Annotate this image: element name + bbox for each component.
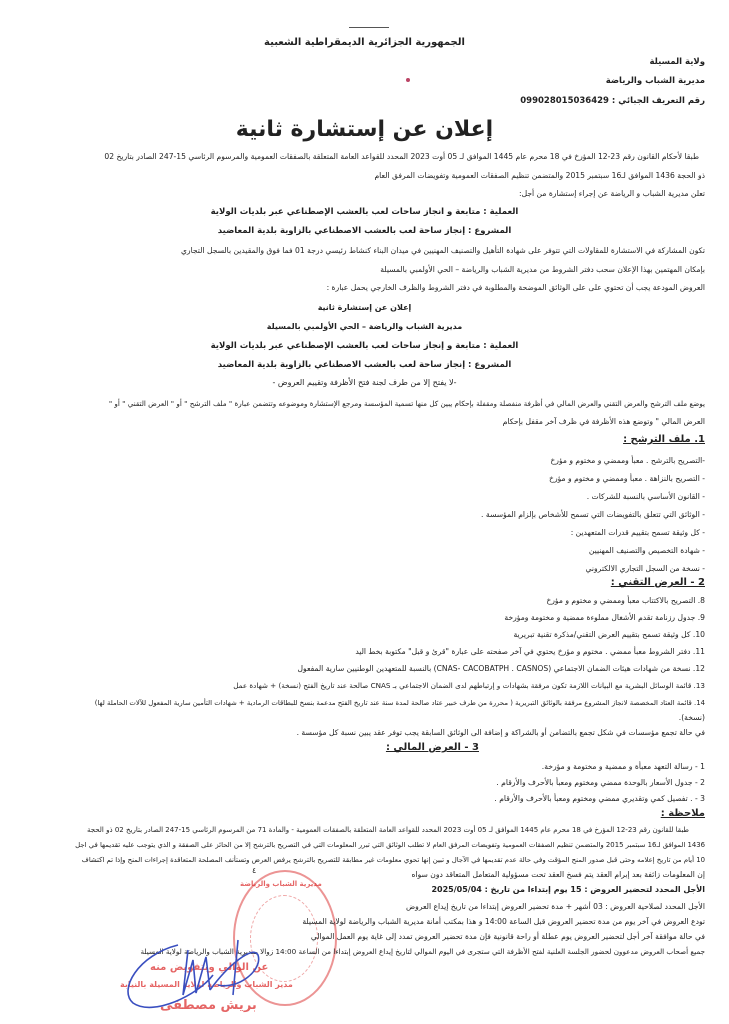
signature-line1: عن الوالي وبتفويض منه bbox=[150, 962, 269, 973]
section1-item: - شهادة التخصيص والتصنيف المهنيين bbox=[588, 546, 705, 555]
section2-title: 2 - العرض التقني : bbox=[610, 577, 705, 588]
signatory-name: بريش مصطفى bbox=[160, 998, 257, 1013]
deadline-validity: الأجل المحدد لصلاحية العروض : 03 أشهر + مدة تحضير العروض إبتداءا من تاريخ إيداع العروض bbox=[405, 902, 705, 911]
participation-line: تكون المشاركة في الاستشارة للمقاولات التي تتوفر على شهادة التأهيل والتصنيف المهنيين في ميدان البناء كنشاط رئيسي درجة 01 فما فوق والمقيدين بالسجل التجاري bbox=[180, 246, 705, 255]
page-title: إعلان عن إستشارة ثانية bbox=[235, 117, 494, 142]
section1-item: - كل وثيقة تسمح بتقييم قدرات المتعهدين : bbox=[570, 528, 705, 537]
section1-item: - القانون الأساسي بالنسبة للشركات . bbox=[586, 492, 705, 501]
stamp-text: مديرية الشباب والرياضة bbox=[240, 880, 322, 888]
signature-line2: مدير الشباب والرياضة لولاية المسيلة بالنيابة bbox=[120, 980, 293, 989]
handwritten-signature bbox=[118, 935, 268, 1015]
section2-item: (نسخة). bbox=[678, 713, 705, 722]
project-line: المشروع : إنجاز ساحة لعب بالعشب الاصطناعي بالزاوية بلدية المعاضيد bbox=[217, 226, 512, 236]
participation-line: العروض المودعة يجب أن تحتوي على على الوثائق الموضحة والمطلوبة في دفتر الشروط والظرف الخارجي يحمل عبارة : bbox=[326, 283, 705, 292]
section2-item: 13. قائمة الوسائل البشرية مع البيانات اللازمة تكون مرفقة بشهادات و إرتباطهم لدى الضمان الاجتماعي بـ CNAS صالحة عند تاريخ الفتح (نسخة) + شهادة عمل bbox=[233, 681, 705, 690]
section2-item: 12. نسخة من شهادات هيئات الضمان الاجتماعي (CNAS- CACOBATPH . CASNOS) بالنسبة للمتعهدين الوطنيين سارية المفعول bbox=[297, 664, 705, 673]
envelope-line: العملية : متابعة و إنجاز ساحات لعب بالعشب الإصطناعي عبر بلديات الولاية bbox=[210, 341, 519, 351]
section1-item: - الوثائق التي تتعلق بالتفويضات التي تسمح للأشخاص بإلزام المؤسسة . bbox=[481, 510, 705, 519]
section1-item: - التصريح بالنزاهة . معبأ وممضي و مختوم و مؤرخ bbox=[549, 474, 705, 483]
envelope-line: مديرية الشباب والرياضة – الحي الأولمبي بالمسيلة bbox=[266, 322, 463, 331]
group-note: في حالة تجمع مؤسسات في شكل تجمع بالتضامن أو بالشراكة و إضافة الى الوثائق السابقة يجب توفر عقد يبين نسبة كل مؤسسة . bbox=[296, 728, 705, 737]
header-rule bbox=[349, 27, 389, 28]
page-mark: ٤ bbox=[252, 866, 257, 875]
section3-item: 2 - جدول الأسعار بالوحدة ممضي ومختوم ومعبأ بالأحرف والأرقام . bbox=[496, 778, 705, 787]
section3-title: 3 - العرض المالي : bbox=[385, 742, 479, 753]
section3-item: 1 - رسالة التعهد معبأة و ممضية و مختومة و مؤرخة. bbox=[541, 762, 705, 771]
deadline-prep: الأجل المحدد لتحضير العروض : 15 يوم إبتداءا من تاريخ : 2025/05/04 bbox=[431, 885, 705, 894]
section1-item: -التصريح بالترشح . معبأ وممضي و مختوم و مؤرخ bbox=[550, 456, 705, 465]
deadline-deposit: تودع العروض في آخر يوم من مدة تحضير العروض قبل الساعة 14:00 و هذا بمكتب أمانة مديرية الشباب والرياضة لولاية المسيلة bbox=[302, 917, 705, 926]
note-title: ملاحظة : bbox=[660, 808, 705, 819]
directorate-label: مديرية الشباب والرياضة bbox=[605, 76, 705, 86]
envelope-note: يوضع ملف الترشح والعرض التقني والعرض المالي في أظرفة منفصلة ومقفلة بإحكام يبين كل منها تسمية المؤسسة ومرجع الإستشارة وموضوعه وتتضمن عبارة " ملف الترشح " أو " العرض التقني " أو " bbox=[108, 399, 705, 408]
deadline-opening: جميع أصحاب العروض مدعوون لحضور الجلسة العلنية لفتح الأظرفة التي ستجرى في اليوم الموالي لتاريخ إيداع العروض إبتداءا من الساعة 14:00 زوالا بمديرية الشباب والرياضة لولاية المسيلة bbox=[140, 947, 705, 956]
republic-heading: الجمهورية الجزائرية الديمقراطية الشعبية bbox=[264, 37, 465, 48]
envelope-line: إعلان عن إستشارة ثانية bbox=[317, 303, 412, 312]
note-line: 10 أيام من تاريخ إعلامه وحتى قبل صدور المنح المؤقت وفي حالة عدم تقديمها في الآجال و تبين إنها تحوي معلومات غير مطابقة للتصريح بالترشح يرفض العرض وتستأنف المصلحة المتعاقدة إجراءات المنح وإذا تم اكتشاف bbox=[81, 856, 705, 864]
operation-line: العملية : متابعة و انجاز ساحات لعب بالعشب الإصطناعي عبر بلديات الولاية bbox=[210, 207, 519, 217]
deadline-holiday: في حالة موافقة آخر أجل لتحضير العروض يوم عطلة أو راحة قانونية فإن مدة تحضير العروض تمدد إلى غاية يوم العمل الموالي bbox=[310, 932, 705, 941]
section2-item: 11. دفتر الشروط معبأ ممضي . مختوم و مؤرخ يحتوي في آخر صفحته على عبارة "قرئ و قبل" مكتوبة بخط اليد bbox=[355, 647, 705, 656]
wilaya-label: ولاية المسيلة bbox=[649, 57, 705, 67]
section2-item: 8. التصريح بالاكتتاب معبأ وممضي و مختوم و مؤرخ bbox=[546, 596, 705, 605]
envelope-note: العرض المالي " وتوضع هذه الأظرفة في ظرف آخر مقفل بإحكام bbox=[502, 417, 705, 426]
intro-line: تعلن مديرية الشباب و الرياضة عن إجراء إستشارة من أجل: bbox=[519, 189, 705, 198]
section2-item: 10. كل وثيقة تسمح بتقييم العرض التقني/مذكرة تقنية تبريرية bbox=[513, 630, 705, 639]
intro-line: ذو الحجة 1436 الموافق لـ16 سبتمبر 2015 والمتضمن تنظيم الصفقات العمومية وتفويضات المرفق العام bbox=[374, 171, 705, 180]
section2-item: 14. قائمة العتاد المخصصة لانجاز المشروع مرفقة بالوثائق التبريرية ( محررة من طرف خبير عتاد صالحة لمدة سنة عند تاريخ الفتح مدعمة بنسخ للبطاقات الرمادية + شهادات التأمين سارية المفعول للآلات الحاملة لها) bbox=[94, 699, 705, 707]
participation-line: بإمكان المهتمين بهذا الإعلان سحب دفتر الشروط من مديرية الشباب والرياضة – الحي الأولمبي بالمسيلة bbox=[380, 265, 705, 274]
envelope-line: -لا يفتح إلا من طرف لجنة فتح الأظرفة وتقييم العروض - bbox=[272, 378, 457, 387]
section1-item: - نسخة من السجل التجاري الالكتروني bbox=[585, 564, 705, 573]
note-line: 1436 الموافق لـ16 سبتمبر 2015 والمتضمن تنظيم الصفقات العمومية وتفويضات المرفق العام لا تطلب الوثائق التي تبرر المعلومات التي في التصريح بالترشح إلا من الحائز على الصفقة و الذي يتوجب عليه تقديمها في اجل bbox=[75, 841, 705, 849]
section3-item: 3 - . تفصيل كمي وتقديري ممضي ومختوم ومعبأ بالأحرف والأرقام . bbox=[494, 794, 705, 803]
note-line: طبقا للقانون رقم 23-12 المؤرخ في 18 محرم عام 1445 الموافق لـ 05 أوت 2023 المحدد للقواعد العامة المتعلقة بالصفقات العمومية - والمادة 71 من المرسوم الرئاسي 15-247 الصادر بتاريخ 02 ذو الحجة bbox=[87, 826, 689, 834]
section2-item: 9. جدول رزنامة تقدم الأشغال مملوءة ممضية و مختومة ومؤرخة bbox=[504, 613, 705, 622]
envelope-line: المشروع : إنجاز ساحة لعب بالعشب الاصطناعي بالزاوية بلدية المعاضيد bbox=[217, 360, 512, 370]
section1-title: 1. ملف الترشح : bbox=[623, 434, 705, 445]
note-line: إن المعلومات زائفة بعد إبرام العقد يتم فسخ العقد تحت مسؤولية المتعامل المتعاقد دون سواه bbox=[411, 870, 705, 879]
tax-id: رقم التعريف الجبائي : 099028015036429 bbox=[520, 96, 705, 106]
intro-line: طبقا لأحكام القانون رقم 23-12 المؤرخ في 18 محرم عام 1445 الموافق لـ 05 أوت 2023 المحدد للقواعد العامة المتعلقة بالصفقات العمومية والمرسوم الرئاسي 15-247 الصادر بتاريخ 02 bbox=[104, 152, 699, 161]
